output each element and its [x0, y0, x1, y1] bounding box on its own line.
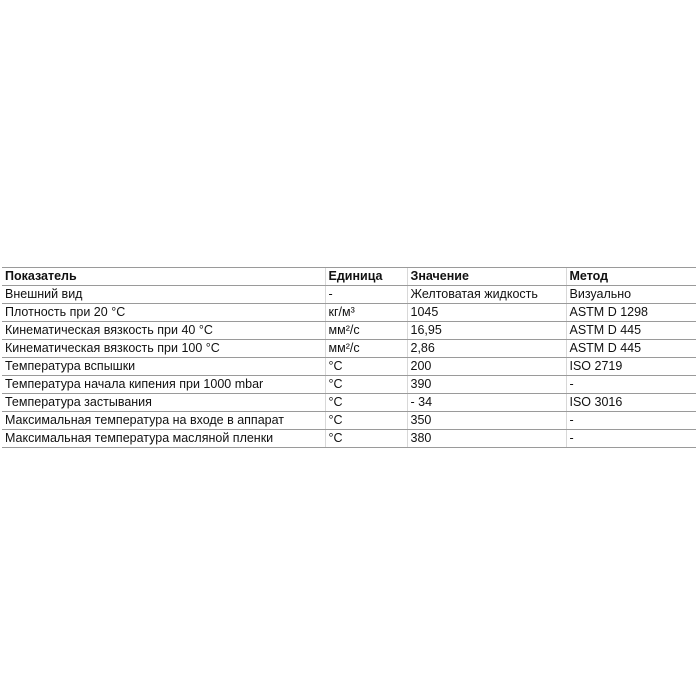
cell-value: 200 [407, 358, 566, 376]
table-row [2, 430, 696, 448]
cell-value: 1045 [407, 304, 566, 322]
properties-table-container [2, 267, 696, 448]
header-parameter: Показатель [2, 268, 325, 286]
cell-unit: мм²/с [325, 340, 407, 358]
cell-parameter: Максимальная температура масляной пленки [2, 430, 325, 448]
cell-value: 350 [407, 412, 566, 430]
cell-method: - [566, 430, 696, 448]
table-header-row [2, 268, 696, 286]
cell-method: - [566, 412, 696, 430]
cell-method: Визуально [566, 286, 696, 304]
cell-parameter: Плотность при 20 °C [2, 304, 325, 322]
cell-parameter: Кинематическая вязкость при 100 °C [2, 340, 325, 358]
cell-method: ISO 2719 [566, 358, 696, 376]
cell-unit: °C [325, 430, 407, 448]
table-row [2, 376, 696, 394]
cell-value: 2,86 [407, 340, 566, 358]
cell-method: ASTM D 445 [566, 322, 696, 340]
table-row [2, 286, 696, 304]
cell-parameter: Температура застывания [2, 394, 325, 412]
table-row [2, 340, 696, 358]
cell-parameter: Внешний вид [2, 286, 325, 304]
cell-unit: - [325, 286, 407, 304]
cell-unit: °C [325, 412, 407, 430]
cell-value: 390 [407, 376, 566, 394]
cell-parameter: Температура вспышки [2, 358, 325, 376]
cell-parameter: Максимальная температура на входе в аппарат [2, 412, 325, 430]
cell-method: ASTM D 1298 [566, 304, 696, 322]
cell-unit: °C [325, 376, 407, 394]
header-value: Значение [407, 268, 566, 286]
table-row [2, 412, 696, 430]
cell-value: 380 [407, 430, 566, 448]
cell-value: - 34 [407, 394, 566, 412]
header-unit: Единица [325, 268, 407, 286]
cell-method: ISO 3016 [566, 394, 696, 412]
cell-unit: мм²/с [325, 322, 407, 340]
cell-value: 16,95 [407, 322, 566, 340]
table-row [2, 394, 696, 412]
cell-parameter: Кинематическая вязкость при 40 °C [2, 322, 325, 340]
table-row [2, 358, 696, 376]
table-row [2, 322, 696, 340]
cell-unit: °C [325, 394, 407, 412]
header-method: Метод [566, 268, 696, 286]
cell-method: - [566, 376, 696, 394]
cell-parameter: Температура начала кипения при 1000 mbar [2, 376, 325, 394]
cell-method: ASTM D 445 [566, 340, 696, 358]
properties-table [2, 267, 696, 448]
table-row [2, 304, 696, 322]
cell-value: Желтоватая жидкость [407, 286, 566, 304]
cell-unit: °C [325, 358, 407, 376]
cell-unit: кг/м³ [325, 304, 407, 322]
